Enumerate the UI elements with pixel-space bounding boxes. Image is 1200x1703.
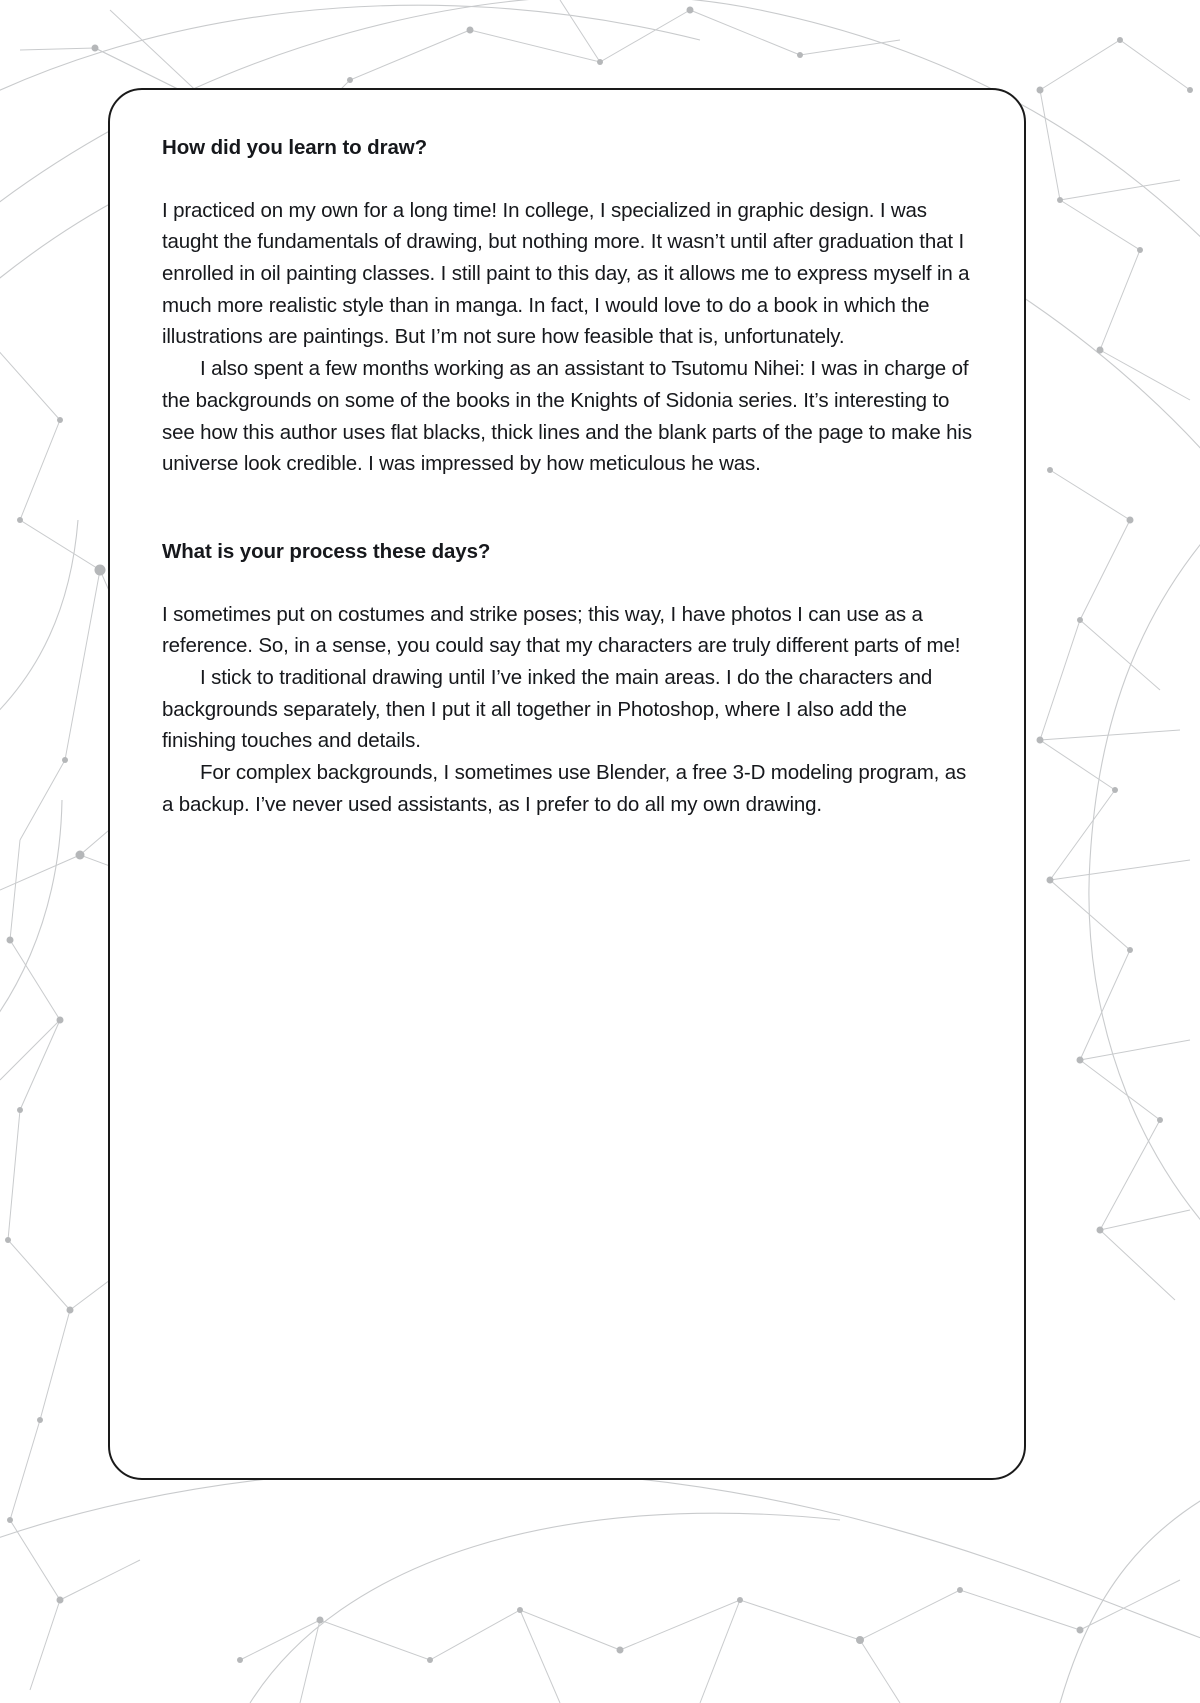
qa-section-learn-to-draw bbox=[162, 134, 982, 480]
heading-spacer bbox=[162, 162, 982, 195]
answer-paragraph: For complex backgrounds, I sometimes use Blender, a free 3-D modeling program, as a backup. I’ve never used assistants, as I prefer to do all my own drawing. bbox=[162, 761, 972, 816]
answer-paragraph: I also spent a few months working as an assistant to Tsutomu Nihei: I was in charge of the backgrounds on some of the books in the Knights of Sidonia series. It’s interesting to see how this author uses flat blacks, thick lines and the blank parts of the page to make his universe look credible. I was impressed by how meticulous he was. bbox=[162, 357, 978, 476]
answer-paragraph: I practiced on my own for a long time! In college, I specialized in graphic design. I was taught the fundamentals of drawing, but nothing more. It wasn’t until after graduation that I enrolled in oil painting classes. I still paint to this day, as it allows me to express myself in a much more realistic style than in manga. In fact, I would love to do a book in which the illustrations are paintings. But I’m not sure how feasible that is, unfortunately. bbox=[162, 198, 975, 349]
heading-spacer bbox=[162, 566, 982, 599]
question-heading-process-these-days: What is your process these days? bbox=[162, 540, 491, 563]
interview-content bbox=[162, 134, 982, 821]
question-heading-learn-to-draw: How did you learn to draw? bbox=[162, 136, 428, 159]
answer-paragraph: I sometimes put on costumes and strike poses; this way, I have photos I can use as a reference. So, in a sense, you could say that my characters are truly different parts of me! bbox=[162, 602, 961, 658]
answer-paragraph: I stick to traditional drawing until I’ve inked the main areas. I do the characters and backgrounds separately, then I put it all together in Photoshop, where I also add the finishing touches and details. bbox=[162, 666, 938, 753]
section-spacer bbox=[162, 480, 982, 538]
qa-section-process-these-days bbox=[162, 538, 982, 821]
